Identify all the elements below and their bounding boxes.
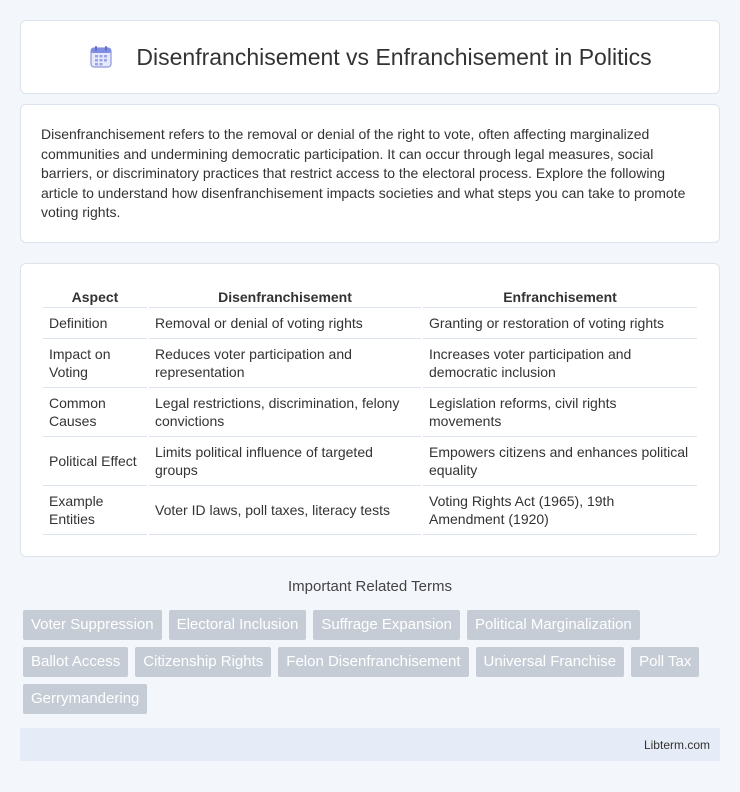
column-header-enfranchisement: Enfranchisement <box>423 284 697 308</box>
calendar-icon <box>88 44 114 70</box>
table-row <box>43 339 697 388</box>
tag-electoral-inclusion[interactable]: Electoral Inclusion <box>169 610 307 640</box>
tag-voter-suppression[interactable]: Voter Suppression <box>23 610 162 640</box>
table-cell: Political Effect <box>43 437 147 486</box>
tag-suffrage-expansion[interactable]: Suffrage Expansion <box>313 610 460 640</box>
table-row <box>43 388 697 437</box>
tag-universal-franchise[interactable]: Universal Franchise <box>476 647 625 677</box>
table-cell: Impact on Voting <box>43 339 147 388</box>
column-header-aspect: Aspect <box>43 284 147 308</box>
table-cell: Legislation reforms, civil rights movements <box>423 388 697 437</box>
tag-gerrymandering[interactable]: Gerrymandering <box>23 684 147 714</box>
related-terms-title: Important Related Terms <box>288 578 452 595</box>
tag-political-marginalization[interactable]: Political Marginalization <box>467 610 640 640</box>
intro-paragraph: Disenfranchisement refers to the removal or denial of the right to vote, often affecting marginalized communities and undermining democratic participation. It can occur through legal measures, social barriers, or discriminatory practices that restrict access to the electoral process. Explore the following article to understand how disenfranchisement impacts societies and what steps you can take to promote voting rights. <box>41 126 686 221</box>
table-cell: Empowers citizens and enhances political equality <box>423 437 697 486</box>
column-header-disenfranchisement: Disenfranchisement <box>149 284 421 308</box>
table-row <box>43 308 697 339</box>
table-cell: Voting Rights Act (1965), 19th Amendment (1920) <box>423 486 697 535</box>
table-cell: Example Entities <box>43 486 147 535</box>
table-cell: Increases voter participation and democratic inclusion <box>423 339 697 388</box>
header-card <box>20 20 720 94</box>
table-cell: Common Causes <box>43 388 147 437</box>
table-row <box>43 437 697 486</box>
comparison-card <box>20 263 720 557</box>
table-header-row <box>43 284 697 308</box>
table-cell: Removal or denial of voting rights <box>149 308 421 339</box>
tag-poll-tax[interactable]: Poll Tax <box>631 647 699 677</box>
related-terms-tags <box>23 610 723 721</box>
table-cell: Reduces voter participation and representation <box>149 339 421 388</box>
intro-card <box>20 104 720 243</box>
table-cell: Limits political influence of targeted groups <box>149 437 421 486</box>
footer <box>20 728 720 761</box>
page-title: Disenfranchisement vs Enfranchisement in Politics <box>136 43 652 70</box>
table-cell: Legal restrictions, discrimination, felony convictions <box>149 388 421 437</box>
table-cell: Granting or restoration of voting rights <box>423 308 697 339</box>
table-cell: Voter ID laws, poll taxes, literacy tests <box>149 486 421 535</box>
footer-site-link[interactable]: Libterm.com <box>643 737 710 752</box>
table-row <box>43 486 697 535</box>
comparison-table <box>41 284 699 535</box>
tag-felon-disenfranchisement[interactable]: Felon Disenfranchisement <box>278 647 468 677</box>
table-cell: Definition <box>43 308 147 339</box>
tag-citizenship-rights[interactable]: Citizenship Rights <box>135 647 271 677</box>
tag-ballot-access[interactable]: Ballot Access <box>23 647 128 677</box>
